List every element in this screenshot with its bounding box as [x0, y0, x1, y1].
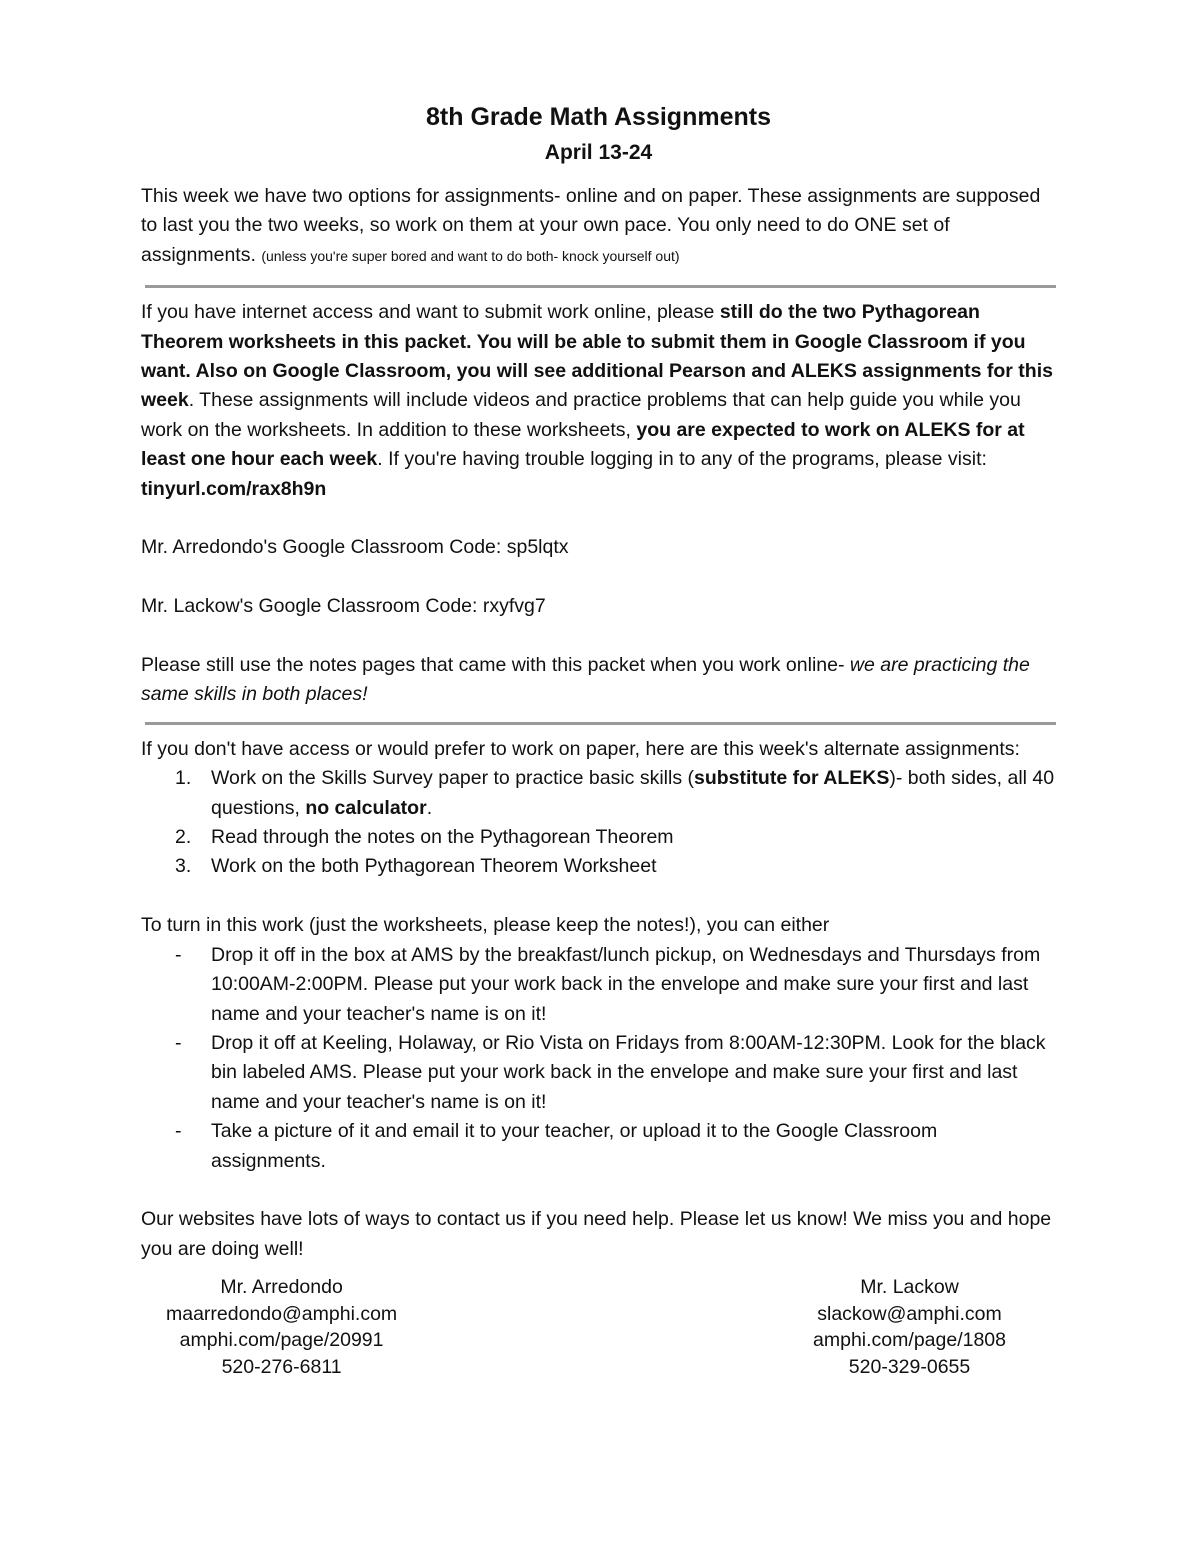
section-divider	[145, 722, 1056, 725]
teacher-contact-lackow	[813, 1274, 1006, 1380]
turn-in-list	[141, 941, 1056, 1176]
page-title: 8th Grade Math Assignments	[426, 103, 771, 131]
closing-paragraph: Our websites have lots of ways to contact us if you need help. Please let us know! We miss you and hope you are doing well!	[141, 1208, 1052, 1260]
classroom-code-arredondo: Mr. Arredondo's Google Classroom Code: sp5lqtx	[141, 536, 569, 559]
section-divider	[145, 285, 1056, 288]
list-item: - Take a picture of it and email it to your teacher, or upload it to the Google Classroom assignments.	[175, 1120, 938, 1172]
paper-assignment-list	[141, 764, 1056, 882]
online-text-3: . If you're having trouble logging in to any of the programs, please visit:	[377, 448, 987, 471]
online-bold-2: you are expected to work on ALEKS for at least one hour each week	[141, 418, 1025, 471]
teacher-phone: 520-276-6811	[221, 1355, 342, 1378]
notes-text: Please still use the notes pages that came with this packet when you work online-	[141, 654, 850, 677]
notes-italic: we are practicing the same skills in both places!	[141, 654, 1030, 706]
online-text-2: . These assignments will include videos and practice problems that can help guide you while you work on the worksheets. In addition to these worksheets,	[141, 389, 1021, 441]
list-item: 3. Work on the both Pythagorean Theorem Worksheet	[175, 855, 657, 878]
teacher-email[interactable]: slackow@amphi.com	[817, 1302, 1002, 1325]
list-item: 2. Read through the notes on the Pythagorean Theorem	[175, 826, 674, 849]
teacher-page[interactable]: amphi.com/page/1808	[813, 1329, 1006, 1352]
paper-intro: If you don't have access or would prefer to work on paper, here are this week's alternate assignments:	[141, 737, 1020, 760]
teacher-page[interactable]: amphi.com/page/20991	[179, 1329, 384, 1352]
online-bold-1: still do the two Pythagorean Theorem worksheets in this packet. You will be able to submit them in Google Classroom if you want. Also on Google Classroom, you will see additional Pearson and ALEKS assignments for this week	[141, 301, 1053, 412]
intro-text: This week we have two options for assignments- online and on paper. These assignments are supposed to last you the two weeks, so work on them at your own pace. You only need to do ONE set of assignments.	[141, 185, 1041, 266]
list-item: 1. Work on the Skills Survey paper to practice basic skills (substitute for ALEKS)- both sides, all 40 questions, no calculator.	[175, 767, 1055, 819]
online-text-1: If you have internet access and want to submit work online, please	[141, 301, 720, 324]
notes-paragraph	[141, 651, 1056, 710]
date-range: April 13-24	[544, 141, 653, 164]
teacher-phone: 520-329-0655	[848, 1355, 971, 1378]
document-page	[141, 100, 1056, 1380]
intro-small-note: (unless you're super bored and want to do both- knock yourself out)	[261, 247, 680, 264]
list-item: - Drop it off in the box at AMS by the breakfast/lunch pickup, on Wednesdays and Thursdays from 10:00AM-2:00PM. Please put your work back in the envelope and make sure your first and last name and your teacher's name is on it!	[175, 943, 1041, 1025]
teacher-contact-arredondo	[166, 1274, 397, 1380]
online-paragraph	[141, 298, 1056, 504]
list-item: - Drop it off at Keeling, Holaway, or Rio Vista on Fridays from 8:00AM-12:30PM. Look for the black bin labeled AMS. Please put your work back in the envelope and make sure your first and last name and your teacher's name is on it!	[175, 1031, 1046, 1113]
teacher-email[interactable]: maarredondo@amphi.com	[166, 1302, 398, 1325]
intro-paragraph	[141, 182, 1056, 271]
classroom-code-lackow: Mr. Lackow's Google Classroom Code: rxyfvg7	[141, 595, 546, 618]
teacher-name: Mr. Lackow	[860, 1276, 959, 1299]
help-link[interactable]: tinyurl.com/rax8h9n	[141, 477, 327, 500]
signature-block	[141, 1274, 1056, 1380]
teacher-name: Mr. Arredondo	[220, 1276, 343, 1299]
turn-in-intro: To turn in this work (just the worksheets, please keep the notes!), you can either	[141, 914, 830, 937]
